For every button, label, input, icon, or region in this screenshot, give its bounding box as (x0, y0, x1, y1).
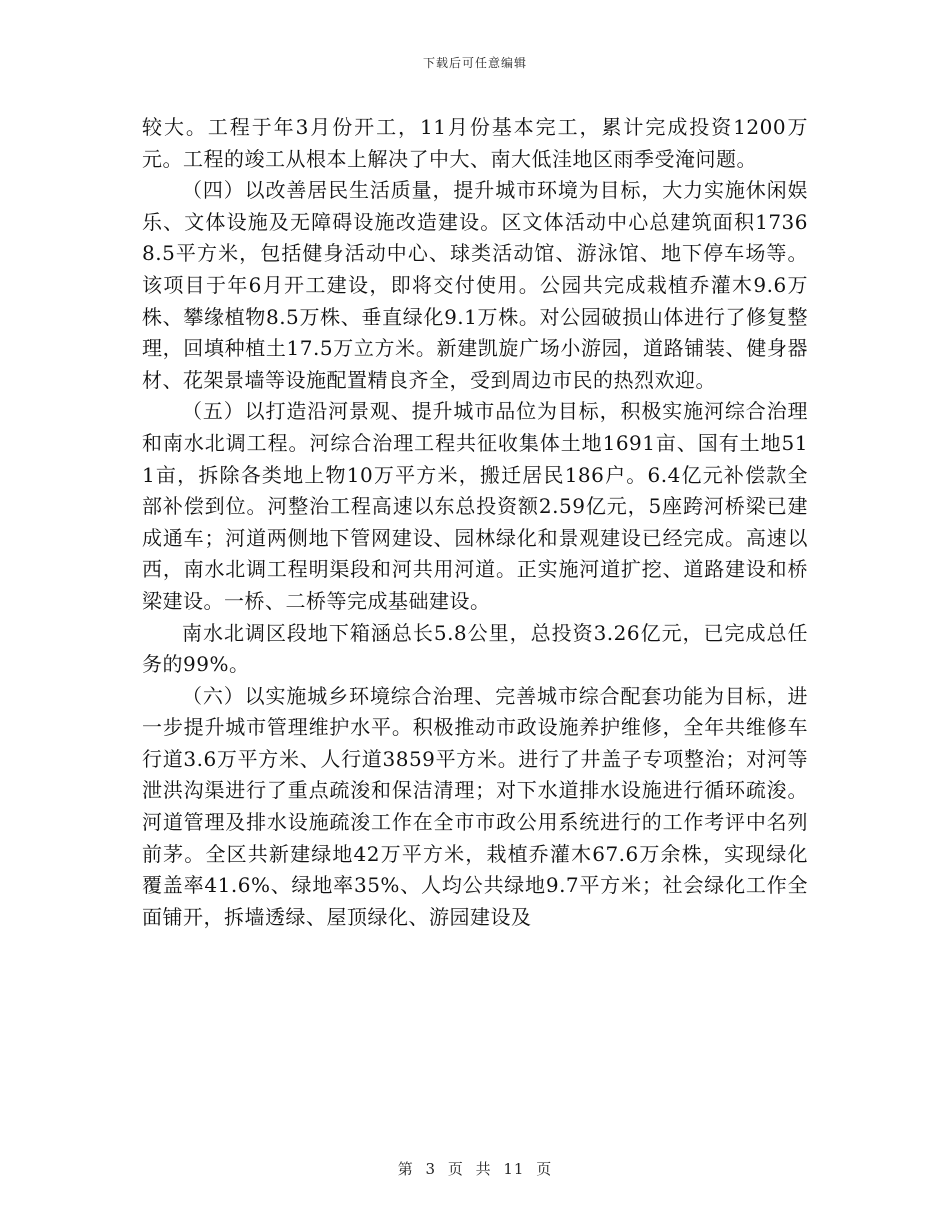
document-body (142, 112, 808, 933)
paragraph-south-north-water: 南水北调区段地下箱涵总长5.8公里，总投资3.26亿元，已完成总任务的99%。 (142, 620, 808, 677)
paragraph-section-5: （五）以打造沿河景观、提升城市品位为目标，积极实施河综合治理和南水北调工程。河综合治理工程共征收集体土地1691亩、国有土地511亩，拆除各类地上物10万平方米，搬迁居民186户。6.4亿元补偿款全部补偿到位。河整治工程高速以东总投资额2.59亿元，5座跨河桥梁已建成通车；河道两侧地下管网建设、园林绿化和景观建设已经完成。高速以西，南水北调工程明渠段和河共用河道。正实施河道扩挖、道路建设和桥梁建设。一桥、二桥等完成基础建设。 (142, 399, 808, 613)
paragraph-continuation: 较大。工程于年3月份开工，11月份基本完工，累计完成投资1200万元。工程的竣工从根本上解决了中大、南大低洼地区雨季受淹问题。 (142, 115, 808, 171)
paragraph-section-6: （六）以实施城乡环境综合治理、完善城市综合配套功能为目标，进一步提升城市管理维护水平。积极推动市政设施养护维修，全年共维修车行道3.6万平方米、人行道3859平方米。进行了井盖子专项整治；对河等泄洪沟渠进行了重点疏浚和保洁清理；对下水道排水设施进行循环疏浚。河道管理及排水设施疏浚工作在全市市政公用系统进行的工作考评中名列前茅。全区共新建绿地42万平方米，栽植乔灌木67.6万余株，实现绿化覆盖率41.6%、绿地率35%、人均公共绿地9.7平方米；社会绿化工作全面铺开，拆墙透绿、屋顶绿化、游园建设及 (142, 683, 808, 929)
page-number: 第 3 页 共 11 页 (397, 1160, 553, 1178)
page-header-note: 下载后可任意编辑 (422, 56, 527, 70)
paragraph-section-4: （四）以改善居民生活质量，提升城市环境为目标，大力实施休闲娱乐、文体设施及无障碍设施改造建设。区文体活动中心总建筑面积17368.5平方米，包括健身活动中心、球类活动馆、游泳馆、地下停车场等。该项目于年6月开工建设，即将交付使用。公园共完成栽植乔灌木9.6万株、攀缘植物8.5万株、垂直绿化9.1万株。对公园破损山体进行了修复整理，回填种植土17.5万立方米。新建凯旋广场小游园，道路铺装、健身器材、花架景墙等设施配置精良齐全，受到周边市民的热烈欢迎。 (142, 178, 808, 392)
